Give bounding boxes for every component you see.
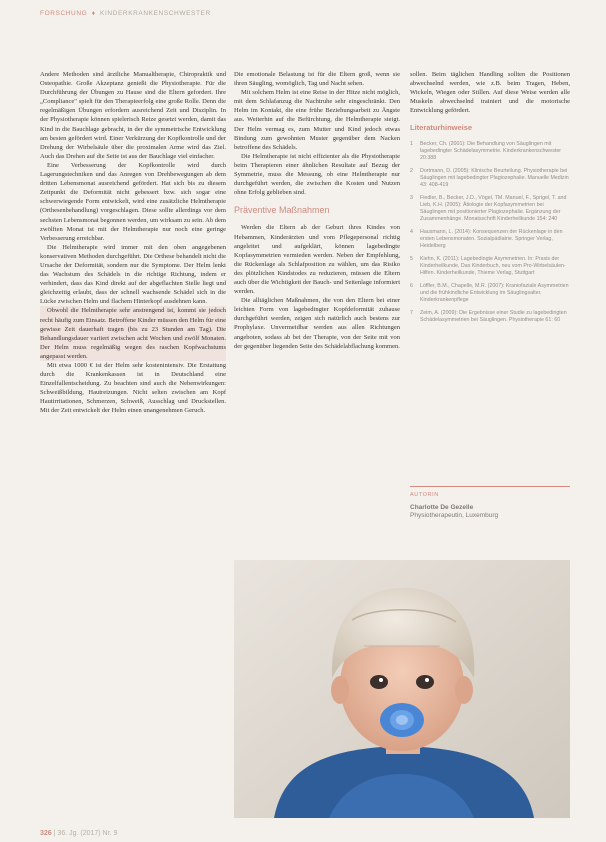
paragraph: sollen. Beim täglichen Handling sollten die Positionen abwechselnd werden, wie z.B. beim Tragen, Heben, Wickeln, Wiegen oder Stillen. Auf diese Weise werden alle Muskeln abwechselnd trainiert und die motorische Entwicklung gefördert. xyxy=(410,71,570,115)
running-header xyxy=(40,10,211,17)
reference-item: 3 Fiedler, B., Becker, J.D., Vögel, TM. Manuel, F., Sprigel, T. and Lieb, K.H. (2005): Ätiologie der Kopfasymmetrien bei Säuglingen mit positionierter Plagiozephalie. Ergänzung der Zusammenhänge. Monatsschrift Kinderheilkunde 154: 240 xyxy=(410,194,567,222)
reference-item: 1 Becker, Ch. (2001): Die Behandlung von Säuglingen mit lagebedingter Schädelasymmetrie. Kinderkrankenschwester 20:388 xyxy=(410,140,562,161)
reference-item: 6 Löffler, B.M., Chapelle, M.R. (2007): Kraniofaziale Asymmetrien und die frühkindliche Entwicklung im Säuglingsalter. Kinderkrankenpflege xyxy=(410,282,569,303)
reference-item: 7 Zeim, A. (2009): Die Ergebnisse einer Studie zu lagebedingten Schädelasymmetrien bei Säuglingen. Physiotherapie 61: 60 xyxy=(410,309,567,323)
column-2 xyxy=(234,70,400,550)
reference-item: 4 Hausmann, L. (2014): Konsequenzen der Rückenlage in den ersten Lebensmonaten. Sozialpädiatrie. Springer Verlag, Heidelberg xyxy=(410,228,563,249)
baby-helmet-photo xyxy=(234,560,570,818)
column-1 xyxy=(40,70,226,816)
header-separator-icon: ♦ xyxy=(91,10,96,17)
reference-item: 2 Dortmann, D. (2005): Klinische Beurteilung. Physiotherapie bei Säuglingen mit lagebedingter Plagiozephalie. Manuelle Medizin 43: 408-419 xyxy=(410,167,569,188)
paragraph: Mit solchem Helm ist eine Reise in der Hitze nicht möglich, mit dem Schlafanzug die Nachtruhe sehr eingeschränkt. Den Helm im Kontakt, die eine frühe Beziehungsarbeit zu Ängste aus. Weiterhin auf die Befürchtung, die Helmtherapie steigt. Der Helm vermag es, zum Mutter und Kind jedoch etwas Bindung zum gewohnten Muster gegenüber dem Nacken betroffene des Schädels. xyxy=(234,89,400,151)
paragraph: Andere Methoden sind ärztliche Manualtherapie, Chiropraktik und Osteopathie. Große Akzeptanz genießt die Physiotherapie. Für die Durchführung der Übungen zu Hause sind die Eltern gefordert. Ihre „Compliance" spielt für den Therapieerfolg eine große Rolle. Denn die regelmäßigen Übungen erfordern ausreichend Zeit und Disziplin. In der Physiotherapie können spielerisch Reize gesetzt werden, damit das Kind in die Bauchlage gebracht, in der die symmetrische Entwicklung am besten gefördert wird. Einer Verkürzung der Kopfkontrolle und der Drehung der Wirbelsäule über die proximalen Arme wird das Ziel. Auch das Drehen auf die Seite ist aus der Bauchlage viel einfacher. xyxy=(40,71,226,160)
issue-info: 36. Jg. (2017) Nr. 9 xyxy=(57,830,118,837)
highlighted-paragraph: Obwohl die Helmtherapie sehr anstrengend ist, kommt sie jedoch recht häufig zum Einsatz. Betroffene Kinder müssen den Helm für eine gewisse Zeit dauerhaft tragen (bis zu 23 Stunden am Tag). Die Behandlungsdauer variiert zwischen acht Wochen und zwölf Monaten. Der Helm muss regelmäßig wegen des raschen Kopfwachstums angepasst werden. xyxy=(40,307,226,360)
column-3 xyxy=(410,70,570,330)
paragraph: Die Helmtherapie ist nicht effizienter als die Physiotherapie beim Therapieren einer ähnlichen Resultate auf Bezug der Symmetrie, muss die Messung, ob eine Helmtherapie nur durchgeführt werden, die zwischen die Kosten und Nutzen ohne Erfolg geblieben sind. xyxy=(234,152,400,197)
author-role: Physiotherapeutin, Luxemburg xyxy=(410,512,499,519)
reference-list xyxy=(410,141,570,324)
author-name: Charlotte De Gezelle xyxy=(410,504,474,511)
literature-heading: Literaturhinweise xyxy=(410,123,473,133)
paragraph: Mit etwa 1000 € ist der Helm sehr kostenintensiv. Die Erstattung durch die Krankenkassen ist in Deutschland eine Einzelfallentscheidung. Zu beachten sind auch die Nebenwirkungen: Schweißbildung, Hautreizungen. Nicht selten zwischen am Kopf Hautirritationen, Schmerzen, Schweiß, Ausschlag und Druckstellen. Mit der Zeit entwickelt der Helm einen unangenehmen Geruch. xyxy=(40,362,226,415)
reference-item: 5 Kiehn, K. (2011): Lagebedingte Asymmetrien. In: Praxis der Kinderheilkunde, Das Kinderbuch, neu vom Pro-Wirbelsäulen-Hilfen. Kinderheilkunde, Thieme Verlag, Stuttgart xyxy=(410,255,566,276)
section-heading: Präventive Maßnahmen xyxy=(234,205,330,216)
page-number: 326 xyxy=(40,830,52,837)
header-journal-name: KINDERKRANKENSCHWESTER xyxy=(100,10,211,17)
footer-separator: | xyxy=(53,830,56,837)
paragraph: Eine Verbesserung der Kopfkontrolle wird durch Lagerungstechniken und das Anregen von Drehbewegungen ab dem dritten Lebensmonat ausreichend gefördert. Hat sich bis zu diesem Zeitpunkt die Deformität nicht gebessert bzw. sich sogar eine schwerwiegende Form entwickelt, wird eine zusätzliche Helmtherapie (Orthesenbehandlung) vorgeschlagen. Diese sollte allerdings vor dem sechsten Lebensmonat begonnen werden, um wirksam zu sein. Ab dem zwölften Monat ist mit der Helmtherapie nur noch eine geringe Verbesserung erreichbar. xyxy=(40,161,226,242)
paragraph: Die Helmtherapie wird immer mit den oben angegebenen konservativen Methoden durchgeführt. Die Orthese behandelt nicht die Ursache der Deformität, sondern nur die Symptome. Der Helm lenkt das Wachstum des Schädels in die richtige Richtung, indem er verhindert, dass das Kind direkt auf der abgeflachten Stelle liegt und gleichzeitig erlaubt, dass der schnell wachsende Schädel sich in die Lücke zwischen Helm und flachem Hinterkopf ausdehnen kann. xyxy=(40,243,226,306)
header-section: FORSCHUNG xyxy=(40,10,88,17)
baby-photo-illustration xyxy=(234,560,570,818)
page-footer xyxy=(40,830,117,837)
author-label: AUTORIN xyxy=(410,492,439,498)
paragraph: Die alltäglichen Maßnahmen, die von den Eltern bei einer leichten Form von lagebedingter Kopfdeformität zuhause durchgeführt werden, zeigen sich natürlich auch bestens zur Prophylaxe. Unvermeidbar werden aus allen Richtungen angeboten, sodass ab bei der Therapie, von der Seite mit von der gegenüber liegenden Seite des Schädelabflachung kommen. xyxy=(234,297,400,350)
paragraph: Die emotionale Belastung ist für die Eltern groß, wenn sie ihren Säugling, womöglich, Tag und Nacht sehen. xyxy=(234,71,400,88)
author-box xyxy=(410,486,570,519)
paragraph: Werden die Eltern ab der Geburt ihres Kindes von Hebammen, Kinderärzten und vom Pflegepersonal richtig angeleitet und aufgeklärt, können lagebedingte Kopfasymmetrien vermieden werden. Neben der Empfehlung, die Rückenlage als Schlafposition zu wählen, um das Risiko des plötzlichen Kindstodes zu reduzieren, müssen die Eltern auch über die Wichtigkeit der Bauch- und Seitenlage informiert werden. xyxy=(234,224,400,296)
